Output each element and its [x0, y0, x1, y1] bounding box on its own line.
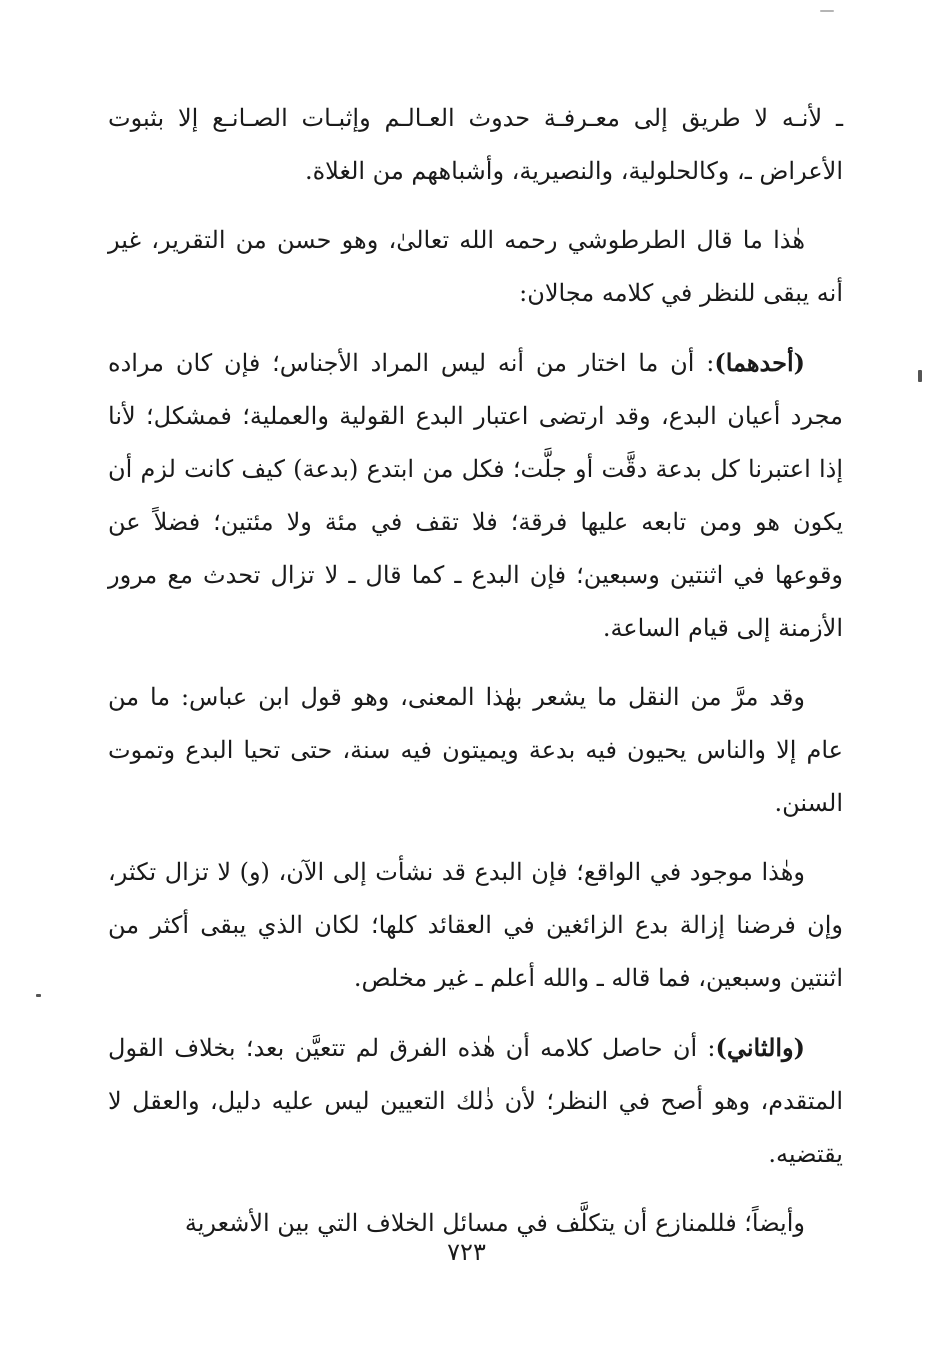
paragraph-lead: (والثاني)	[715, 1033, 805, 1062]
paragraph-lead: (أحدهما)	[714, 348, 806, 377]
paragraph-text: هٰذا ما قال الطرطوشي رحمه الله تعالىٰ، وهو حسن من التقرير، غير أنه يبقى للنظر في كلامه مجالان:	[108, 226, 843, 307]
paragraph-text: : أن ما اختار من أنه ليس المراد الأجناس؛ فإن كان مراده مجرد أعيان البدع، وقد ارتضى اعتبار البدع القولية والعملية؛ فمشكل؛ لأنا إذا اعتبرنا كل بدعة دقَّت أو جلَّت؛ فكل من ابتدع (بدعة) كيف كانت لزم أن يكون هو ومن تابعه عليها فرقة؛ فلا تقف في مئة ولا مئتين؛ فضلاً عن وقوعها في اثنتين وسبعين؛ فإن البدع ـ كما قال ـ لا تزال تحدث مع مرور الأزمنة إلى قيام الساعة.	[108, 349, 843, 642]
paragraph-2	[108, 214, 843, 320]
paragraph-1	[108, 92, 843, 198]
paragraph-text: وقد مرَّ من النقل ما يشعر بهٰذا المعنى، وهو قول ابن عباس: ما من عام إلا والناس يحيون فيه بدعة ويميتون فيه سنة، حتى تحيا البدع وتموت السنن.	[108, 683, 843, 817]
paragraph-4	[108, 671, 843, 830]
paragraph-6	[108, 1021, 843, 1181]
body-text	[108, 92, 843, 1266]
scan-speck	[36, 994, 41, 997]
page-number: ٧٢٣	[447, 1238, 486, 1266]
paragraph-3	[108, 336, 843, 655]
paragraph-text: وهٰذا موجود في الواقع؛ فإن البدع قد نشأت إلى الآن، (و) لا تزال تكثر، وإن فرضنا إزالة بدع الزائغين في العقائد كلها؛ لكان الذي يبقى أكثر من اثنتين وسبعين، فما قاله ـ والله أعلم ـ غير مخلص.	[108, 858, 843, 992]
paragraph-text: وأيضاً؛ فللمنازع أن يتكلَّف في مسائل الخلاف التي بين الأشعرية	[184, 1209, 805, 1237]
paragraph-text: : أن حاصل كلامه أن هٰذه الفرق لم تتعيَّن بعد؛ بخلاف القول المتقدم، وهو أصح في النظر؛ لأن ذٰلك التعيين ليس عليه دليل، والعقل لا يقتضيه.	[108, 1034, 843, 1168]
scan-speck	[820, 10, 834, 12]
paragraph-text: ـ لأنـه لا طريق إلى معـرفـة حدوث العـالـم وإثبـات الصـانـع إلا بثبوت الأعراض ـ، وكالحلولية، والنصيرية، وأشباههم من الغلاة.	[108, 104, 843, 185]
paragraph-5	[108, 846, 843, 1005]
scan-speck	[918, 370, 922, 382]
